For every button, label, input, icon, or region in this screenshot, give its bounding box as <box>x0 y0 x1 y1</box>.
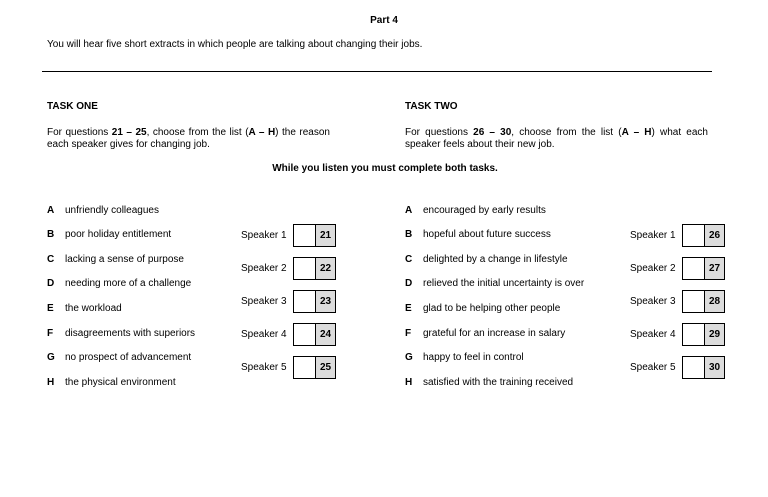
option-letter: F <box>47 328 54 339</box>
option-letter: H <box>405 377 413 388</box>
divider <box>42 71 712 72</box>
option-text: hopeful about future success <box>423 229 551 240</box>
option-letter: F <box>405 328 412 339</box>
option-text: relieved the initial uncertainty is over <box>423 278 585 289</box>
task-two-title: TASK TWO <box>405 101 458 112</box>
answer-field[interactable] <box>683 324 704 345</box>
option-letter: C <box>47 254 55 265</box>
instr-text: ) the reason each speaker gives for changing job. <box>47 127 330 150</box>
option-letter: A <box>47 205 55 216</box>
option-text: grateful for an increase in salary <box>423 328 566 339</box>
speaker-label: Speaker 5 <box>241 361 287 373</box>
intro-text: You will hear five short extracts in which people are talking about changing their jobs. <box>47 39 423 50</box>
answer-box <box>293 323 336 346</box>
question-number: 23 <box>315 291 335 312</box>
task-two-option-h <box>405 377 573 389</box>
question-number: 30 <box>704 357 724 378</box>
task-two-option-g <box>405 352 524 364</box>
task-one-option-b <box>47 229 171 241</box>
option-text: encouraged by early results <box>423 205 546 216</box>
speaker-label: Speaker 5 <box>630 361 676 373</box>
task-one-option-d <box>47 278 191 290</box>
option-letter: G <box>47 352 55 363</box>
answer-field[interactable] <box>683 357 704 378</box>
option-text: glad to be helping other people <box>423 303 561 314</box>
option-text: the workload <box>65 303 122 314</box>
option-text: lacking a sense of purpose <box>65 254 184 265</box>
task-one-speaker-3 <box>241 290 336 313</box>
option-letter: G <box>405 352 413 363</box>
answer-box <box>682 323 725 346</box>
speaker-label: Speaker 2 <box>630 262 676 274</box>
option-letter: E <box>47 303 54 314</box>
option-text: satisfied with the training received <box>423 377 574 388</box>
task-one-option-e <box>47 303 122 315</box>
question-number: 26 <box>704 225 724 246</box>
option-letter: E <box>405 303 412 314</box>
task-one-option-g <box>47 352 191 364</box>
task-two-option-d <box>405 278 584 290</box>
both-tasks-note: While you listen you must complete both tasks. <box>272 163 498 174</box>
question-number: 22 <box>315 258 335 279</box>
answer-box <box>682 257 725 280</box>
instr-text: , choose from the list ( <box>146 127 249 138</box>
instr-letter-range: A – H <box>248 127 276 138</box>
instr-letter-range: A – H <box>621 127 652 138</box>
answer-field[interactable] <box>294 357 315 378</box>
task-one-speaker-1 <box>241 224 336 247</box>
option-text: happy to feel in control <box>423 352 524 363</box>
question-number: 28 <box>704 291 724 312</box>
speaker-label: Speaker 3 <box>241 295 287 307</box>
option-letter: B <box>47 229 55 240</box>
option-text: no prospect of advancement <box>65 352 192 363</box>
answer-field[interactable] <box>294 258 315 279</box>
question-number: 21 <box>315 225 335 246</box>
speaker-label: Speaker 3 <box>630 295 676 307</box>
instr-text: ) what each speaker feels about their new job. <box>405 127 708 150</box>
task-one-speaker-2 <box>241 257 336 280</box>
option-letter: D <box>405 278 413 289</box>
option-letter: B <box>405 229 413 240</box>
speaker-label: Speaker 2 <box>241 262 287 274</box>
instr-text: For questions <box>405 127 474 138</box>
question-number: 29 <box>704 324 724 345</box>
part-title: Part 4 <box>370 15 398 26</box>
option-letter: A <box>405 205 413 216</box>
answer-field[interactable] <box>294 225 315 246</box>
speaker-label: Speaker 4 <box>630 328 676 340</box>
task-two-option-b <box>405 229 551 241</box>
answer-field[interactable] <box>683 225 704 246</box>
option-text: the physical environment <box>65 377 176 388</box>
answer-field[interactable] <box>683 258 704 279</box>
task-one-instructions <box>47 127 330 151</box>
instr-text: For questions <box>47 127 112 138</box>
task-two-option-a <box>405 205 546 217</box>
answer-box <box>293 290 336 313</box>
task-two-speaker-1 <box>630 224 725 247</box>
option-text: unfriendly colleagues <box>65 205 159 216</box>
answer-field[interactable] <box>294 291 315 312</box>
task-one-speaker-4 <box>241 323 336 346</box>
answer-box <box>682 290 725 313</box>
speaker-label: Speaker 1 <box>630 229 676 241</box>
answer-box <box>293 257 336 280</box>
option-text: disagreements with superiors <box>65 328 196 339</box>
answer-field[interactable] <box>294 324 315 345</box>
question-number: 25 <box>315 357 335 378</box>
task-one-option-a <box>47 205 159 217</box>
task-two-speaker-3 <box>630 290 725 313</box>
instr-question-range: 21 – 25 <box>111 127 147 138</box>
speaker-label: Speaker 1 <box>241 229 287 241</box>
task-one-option-c <box>47 254 184 266</box>
task-one-option-h <box>47 377 176 389</box>
task-two-option-c <box>405 254 568 266</box>
answer-box <box>682 224 725 247</box>
option-text: needing more of a challenge <box>65 278 192 289</box>
answer-box <box>293 356 336 379</box>
answer-box <box>293 224 336 247</box>
task-two-option-f <box>405 328 565 340</box>
task-one-option-f <box>47 328 195 340</box>
answer-box <box>682 356 725 379</box>
task-two-speaker-4 <box>630 323 725 346</box>
option-letter: D <box>47 278 55 289</box>
task-two-instructions <box>405 127 708 151</box>
option-letter: C <box>405 254 413 265</box>
task-two-option-e <box>405 303 560 315</box>
option-text: poor holiday entitlement <box>65 229 172 240</box>
option-text: delighted by a change in lifestyle <box>423 254 568 265</box>
question-number: 24 <box>315 324 335 345</box>
question-number: 27 <box>704 258 724 279</box>
task-one-title: TASK ONE <box>47 101 98 112</box>
task-two-speaker-2 <box>630 257 725 280</box>
answer-field[interactable] <box>683 291 704 312</box>
instr-question-range: 26 – 30 <box>473 127 512 138</box>
task-two-speaker-5 <box>630 356 725 379</box>
option-letter: H <box>47 377 55 388</box>
speaker-label: Speaker 4 <box>241 328 287 340</box>
task-one-speaker-5 <box>241 356 336 379</box>
instr-text: , choose from the list ( <box>511 127 622 138</box>
